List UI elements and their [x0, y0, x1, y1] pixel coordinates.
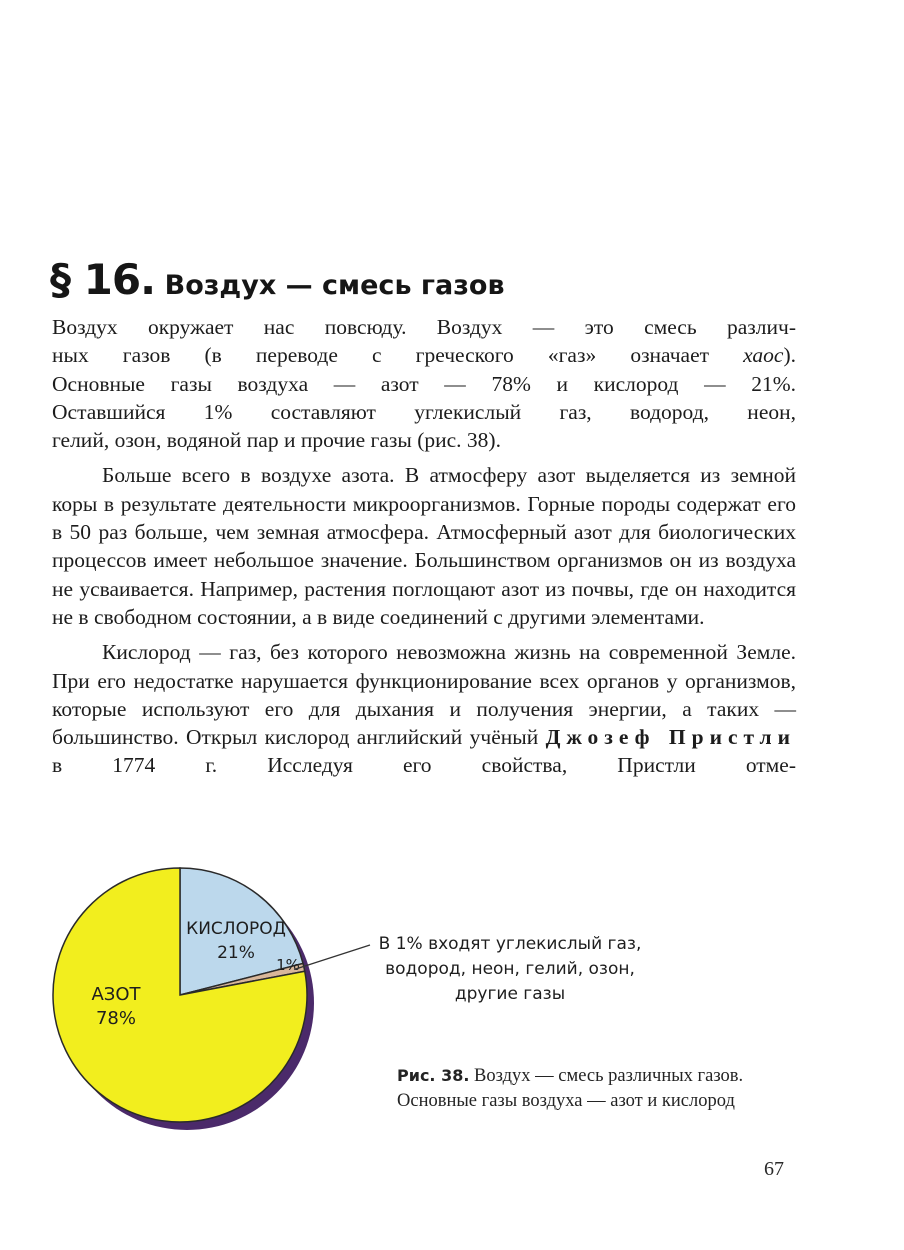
section-title: Воздух — смесь газов: [164, 270, 505, 301]
section-heading: [50, 255, 505, 304]
intro-line-2a: ных газов (в переводе с греческого «газ» означает: [52, 343, 744, 368]
annotation-line-3: другие газы: [454, 984, 566, 1004]
paragraph-intro: [52, 313, 796, 454]
air-composition-chart: [40, 860, 680, 1160]
oxygen-text: Кислород — газ, без которого невозможна жизнь на современной Земле. При его недостатке нарушается функционирование всех органов у организмов, которые используют его для дыхания и получения энергии, а таких — большинство. Открыл кислород английский учёный: [52, 640, 796, 750]
body-text: [52, 313, 796, 780]
intro-line-5: гелий, озон, водяной пар и прочие газы (рис. 38).: [52, 428, 501, 453]
oxygen-text-tail: в 1774 г. Исследуя его свойства, Пристли отме-: [52, 753, 796, 778]
slice-value-nitrogen: 78%: [95, 1008, 137, 1029]
slice-label-oxygen: КИСЛОРОД: [186, 919, 286, 939]
slice-value-oxygen: 21%: [217, 943, 255, 963]
intro-emph-word: хаос: [743, 343, 784, 368]
figure-caption-text: Воздух — смесь различных газов. Основные газы воздуха — азот и кислород: [397, 1066, 744, 1111]
pie-chart-svg: [40, 860, 680, 1160]
slice-value-other: 1%: [276, 956, 300, 974]
intro-line-3: Основные газы воздуха — азот — 78% и кислород — 21%.: [52, 371, 796, 396]
section-number: § 16.: [50, 255, 156, 304]
slice-label-nitrogen: АЗОТ: [91, 984, 141, 1005]
intro-line-2b: ).: [783, 343, 796, 368]
annotation-pointer: [294, 945, 370, 969]
paragraph-oxygen: [52, 638, 796, 779]
intro-line-2: [52, 341, 796, 369]
annotation-line-2: водород, неон, гелий, озон,: [385, 959, 635, 979]
figure-caption: [397, 1063, 787, 1114]
paragraph-nitrogen: Больше всего в воздухе азота. В атмосферу азот выделяется из земной коры в результате деятельности микроорганизмов. Горные породы содержат его в 50 раз больше, чем земная атмосфера. Атмосферный азот для биологических процессов имеет небольшое значение. Большинством организмов он из воздуха не усваивается. Например, растения поглощают азот из почвы, где он находится не в свободном состоянии, а в виде соединений с другими элементами.: [52, 463, 796, 629]
page-number: 67: [764, 1158, 784, 1180]
scientist-name: Джозеф Пристли: [545, 725, 796, 750]
intro-line-4: Оставшийся 1% составляют углекислый газ, водород, неон,: [52, 399, 796, 424]
figure-label: Рис. 38.: [397, 1066, 470, 1085]
intro-line-1: Воздух окружает нас повсюду. Воздух — это смесь различ-: [52, 315, 796, 339]
annotation-line-1: В 1% входят углекислый газ,: [378, 934, 642, 954]
